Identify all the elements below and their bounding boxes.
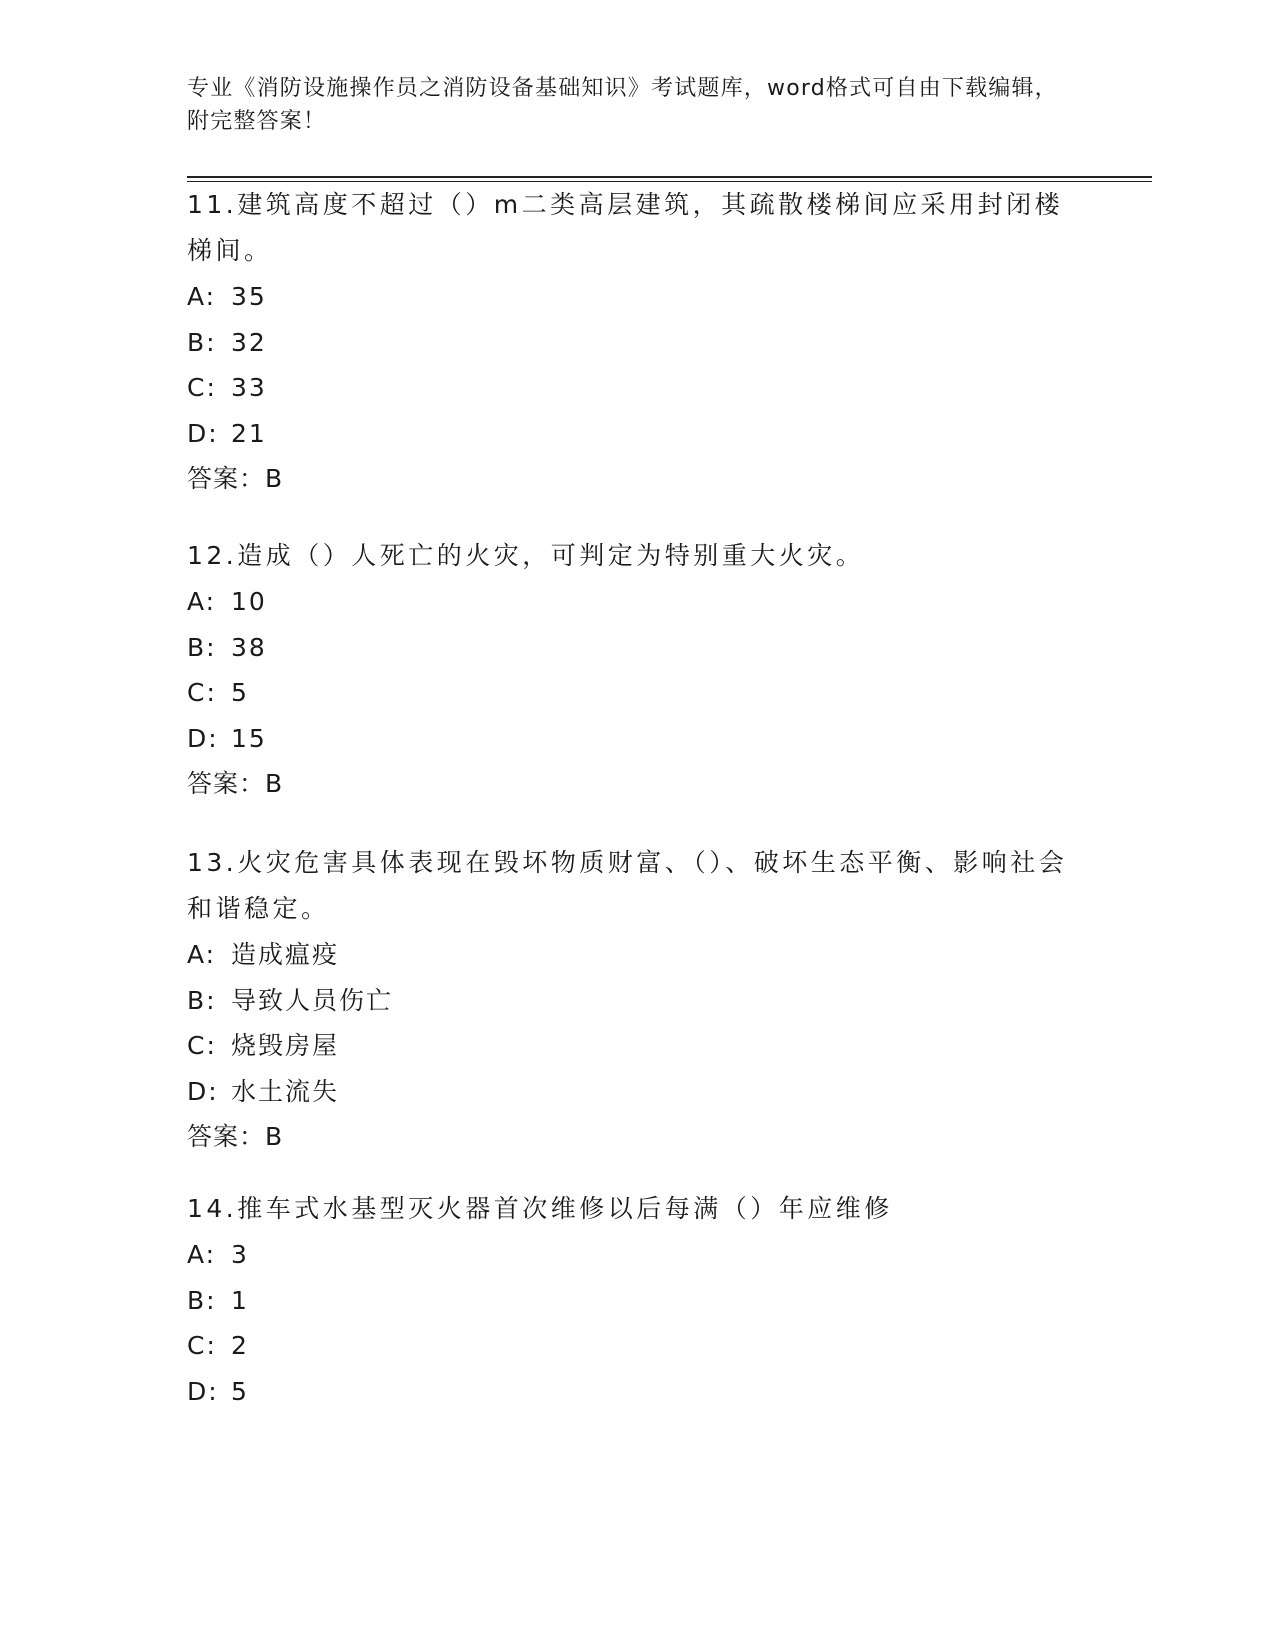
option-c	[187, 1023, 1087, 1069]
option-letter: D:	[187, 1376, 219, 1406]
answer: 答案：B	[187, 1122, 284, 1151]
option-text: 3	[231, 1240, 249, 1269]
option-text: 38	[231, 632, 267, 662]
header-divider-thick	[187, 176, 1152, 178]
option-letter: A:	[187, 940, 217, 969]
question-stem: 13.火灾危害具体表现在毁坏物质财富、（）、破坏生态平衡、影响社会和谐稳定。	[187, 848, 1068, 923]
option-text: 32	[231, 327, 267, 357]
option-letter: C:	[187, 1331, 217, 1360]
option-letter: B:	[187, 327, 217, 357]
option-text: 21	[231, 418, 267, 448]
option-text: 造成瘟疫	[231, 940, 340, 969]
answer: 答案：B	[187, 464, 284, 493]
option-letter: B:	[187, 985, 217, 1015]
option-text: 15	[231, 723, 267, 753]
option-text: 导致人员伤亡	[231, 985, 394, 1015]
option-text: 10	[231, 587, 267, 616]
question-11	[187, 182, 1087, 501]
option-b	[187, 1278, 1087, 1324]
option-letter: C:	[187, 678, 217, 707]
option-letter: A:	[187, 282, 217, 311]
option-text: 35	[231, 282, 267, 311]
option-letter: C:	[187, 1031, 217, 1060]
question-13	[187, 840, 1087, 1159]
question-stem: 14.推车式水基型灭火器首次维修以后每满（）年应维修	[187, 1194, 893, 1223]
option-letter: A:	[187, 1240, 217, 1269]
answer: 答案：B	[187, 769, 284, 798]
question-stem: 11.建筑高度不超过（）m二类高层建筑，其疏散楼梯间应采用封闭楼梯间。	[187, 190, 1064, 265]
option-d	[187, 1069, 1087, 1115]
option-a	[187, 1232, 1087, 1278]
option-letter: B:	[187, 632, 217, 662]
option-c	[187, 1323, 1087, 1369]
option-text: 5	[231, 1376, 249, 1406]
option-b	[187, 978, 1087, 1024]
option-c	[187, 670, 1087, 716]
question-14	[187, 1186, 1087, 1414]
option-letter: D:	[187, 723, 219, 753]
option-letter: A:	[187, 587, 217, 616]
option-a	[187, 579, 1087, 625]
option-c	[187, 365, 1087, 411]
option-text: 2	[231, 1331, 249, 1360]
option-text: 水土流失	[231, 1076, 340, 1106]
option-text: 5	[231, 678, 249, 707]
question-stem: 12.造成（）人死亡的火灾，可判定为特别重大火灾。	[187, 541, 865, 570]
option-b	[187, 625, 1087, 671]
option-d	[187, 1369, 1087, 1415]
option-letter: C:	[187, 373, 217, 402]
question-12	[187, 533, 1087, 806]
option-text: 33	[231, 373, 267, 402]
option-text: 1	[231, 1285, 249, 1315]
option-letter: D:	[187, 418, 219, 448]
option-d	[187, 716, 1087, 762]
option-b	[187, 320, 1087, 366]
option-a	[187, 932, 1087, 978]
option-letter: B:	[187, 1285, 217, 1315]
document-intro: 专业《消防设施操作员之消防设备基础知识》考试题库，word格式可自由下载编辑，附完整答案！	[187, 76, 1058, 134]
option-d	[187, 411, 1087, 457]
option-text: 烧毁房屋	[231, 1031, 340, 1060]
option-a	[187, 274, 1087, 320]
option-letter: D:	[187, 1076, 219, 1106]
